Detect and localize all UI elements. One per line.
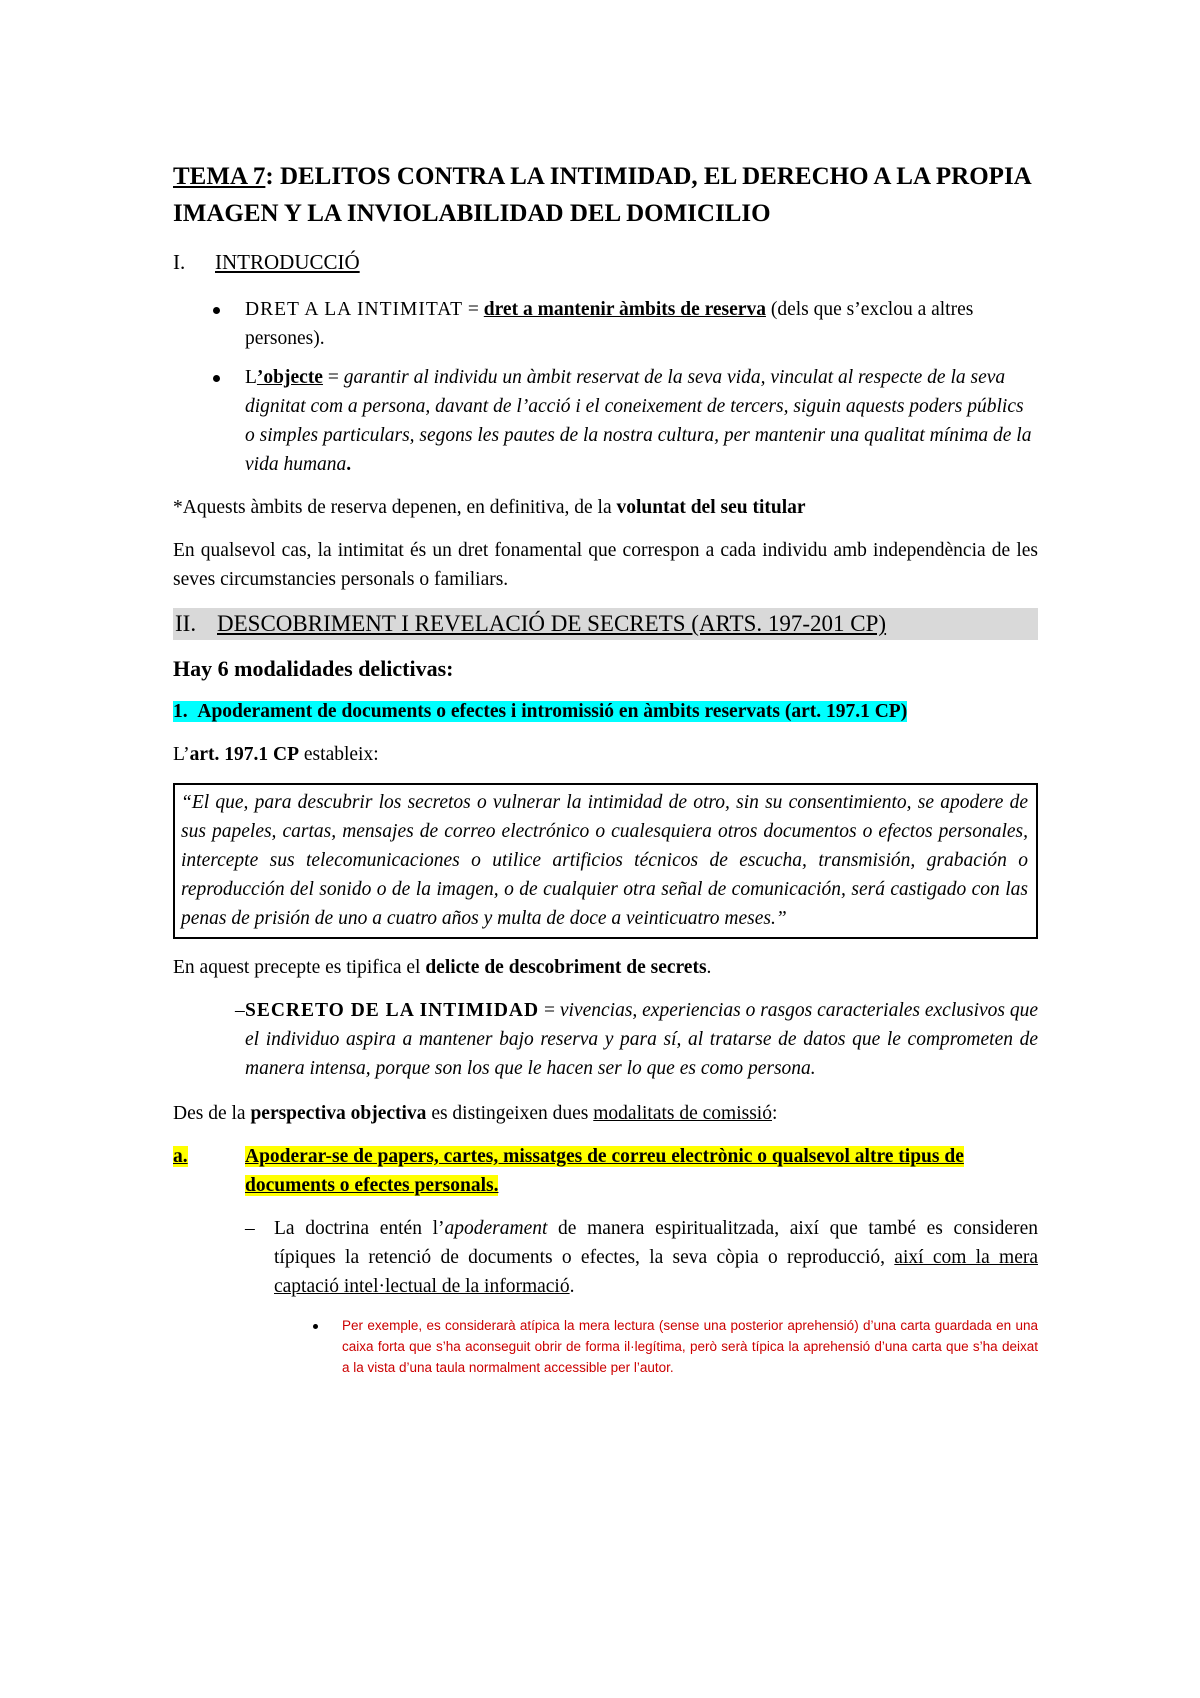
dash-icon: – bbox=[245, 1218, 255, 1239]
reserve-note bbox=[173, 493, 1038, 522]
section-heading-descobriment bbox=[173, 608, 1038, 640]
doctrina-text: La doctrina entén l’ bbox=[274, 1218, 445, 1239]
persp-mid: es distingeixen dues bbox=[426, 1103, 594, 1124]
modality-a-letter: a. bbox=[173, 1146, 188, 1167]
section-label: DESCOBRIMENT I REVELACIÓ DE SECRETS (ARTS. 197-201 CP) bbox=[217, 611, 887, 636]
document-body bbox=[173, 158, 1038, 1378]
doctrina-end: . bbox=[569, 1276, 575, 1297]
modality-1-heading bbox=[173, 697, 1038, 726]
modality-1-highlight: 1. Apoderament de documents o efectes i intromissió en àmbits reservats (art. 197.1 CP) bbox=[173, 701, 908, 722]
list-item bbox=[173, 295, 1038, 353]
persp-bold: perspectiva objectiva bbox=[250, 1103, 427, 1124]
doctrina-item bbox=[245, 1214, 1038, 1301]
doctrina-italic: apoderament bbox=[444, 1218, 548, 1239]
perspective-paragraph bbox=[173, 1099, 1038, 1128]
term-prefix: L bbox=[245, 367, 257, 388]
article-intro bbox=[173, 740, 1038, 769]
term: ’objecte bbox=[256, 367, 323, 388]
article-quote: “El que, para descubrir los secretos o vulnerar la intimidad de otro, sin su consentimiento, se apodere de sus papeles, cartas, mensajes de correo electrónico o cualesquiera otros documentos o efectos personales, intercepte sus telecomunicaciones o utilice artificios técnicos de escucha, transmisión, grabación o reproducción del sonido o de la imagen, o de cualquier otra señal de comunicación, será castigado con las penas de prisión de uno a cuatro años y multa de doce a veinticuatro meses.” bbox=[173, 783, 1038, 939]
section-number: I. bbox=[173, 250, 186, 274]
definition: garantir al individu un àmbit reservat de la seva vida, vinculat al respecte de la seva dignitat com a persona, davant de l’acció i el coneixement de tercers, siguin aquests poders públics o simples particulars, segons les pautes de la nostra cultura, per mantenir una qualitat mínima de la vida humana bbox=[245, 367, 1032, 475]
bullet-icon bbox=[313, 1315, 342, 1378]
title-prefix: TEMA 7 bbox=[173, 163, 266, 190]
example-note bbox=[313, 1315, 1038, 1378]
article-prefix: L’ bbox=[173, 744, 190, 765]
doctrina-mid: de manera espiritualitzada, així que també es consideren típiques la retenció de documents o efectes, la seva còpia o reproducció, bbox=[274, 1218, 1038, 1268]
example-text: Per exemple, es considerarà atípica la mera lectura (sense una posterior aprehensió) d’una carta guardada en una caixa forta que s’ha aconseguit obrir de forma il·legítima, però serà típica la aprehensió d’una carta que s’ha deixat a la vista d’una taula normalment accessible per l’autor. bbox=[342, 1318, 1038, 1375]
intro-bullets bbox=[173, 295, 1038, 479]
term: DRET A LA INTIMITAT bbox=[245, 299, 464, 320]
equals: = bbox=[463, 299, 484, 320]
definition: dret a mantenir àmbits de reserva bbox=[483, 299, 766, 320]
persp-underlined: modalitats de comissió bbox=[593, 1103, 772, 1124]
note-text: *Aquests àmbits de reserva depenen, en definitiva, de la bbox=[173, 497, 617, 518]
article-suffix: estableix: bbox=[299, 744, 379, 765]
tipifica-text: En aquest precepte es tipifica el bbox=[173, 957, 426, 978]
bullet-icon bbox=[173, 295, 245, 353]
tipifica-paragraph bbox=[173, 953, 1038, 982]
tipifica-end: . bbox=[706, 957, 712, 978]
note-bold: voluntat del seu titular bbox=[616, 497, 806, 518]
intro-paragraph: En qualsevol cas, la intimitat és un dret fonamental que correspon a cada individu amb independència de les seves circumstancies personals o familiars. bbox=[173, 540, 1038, 590]
persp-end: : bbox=[771, 1103, 778, 1124]
modality-a-label bbox=[173, 1142, 245, 1200]
modality-a-text: Apoderar-se de papers, cartes, missatges de correu electrònic o qualsevol altre tipus de documents o efectes personals. bbox=[245, 1146, 964, 1196]
definition-rest: (dels que s’exclou a altres persones). bbox=[245, 299, 974, 349]
bullet-icon bbox=[173, 363, 245, 479]
page-title bbox=[173, 158, 1038, 232]
definition: vivencias, experiencias o rasgos caracteriales exclusivos que el individuo aspira a mantener bajo reserva y para sí, al tratarse de datos que le comprometen de manera intensa, porque son los que le hacen ser lo que es como persona. bbox=[245, 1000, 1039, 1079]
modality-a bbox=[173, 1142, 1038, 1200]
persp-text: Des de la bbox=[173, 1103, 251, 1124]
modalities-heading: Hay 6 modalidades delictivas: bbox=[173, 656, 454, 681]
definition-end: . bbox=[346, 454, 352, 475]
doctrina-underlined: així com la mera captació intel·lectual de la informació bbox=[274, 1247, 1038, 1297]
dash-icon: – bbox=[235, 1000, 245, 1021]
equals: = bbox=[322, 367, 344, 388]
section-heading-introduccio bbox=[173, 248, 1038, 277]
article-ref: art. 197.1 CP bbox=[189, 744, 300, 765]
tipifica-bold: delicte de descobriment de secrets bbox=[425, 957, 707, 978]
section-label: INTRODUCCIÓ bbox=[215, 250, 360, 274]
equals: = bbox=[539, 1000, 560, 1021]
term: SECRETO DE LA INTIMIDAD bbox=[245, 1000, 540, 1021]
list-item bbox=[173, 363, 1038, 479]
secreto-item bbox=[173, 996, 1038, 1083]
title-text: : DELITOS CONTRA LA INTIMIDAD, EL DERECHO A LA PROPIA IMAGEN Y LA INVIOLABILIDAD DEL DOMICILIO bbox=[173, 163, 1031, 227]
section-number: II. bbox=[175, 611, 197, 636]
